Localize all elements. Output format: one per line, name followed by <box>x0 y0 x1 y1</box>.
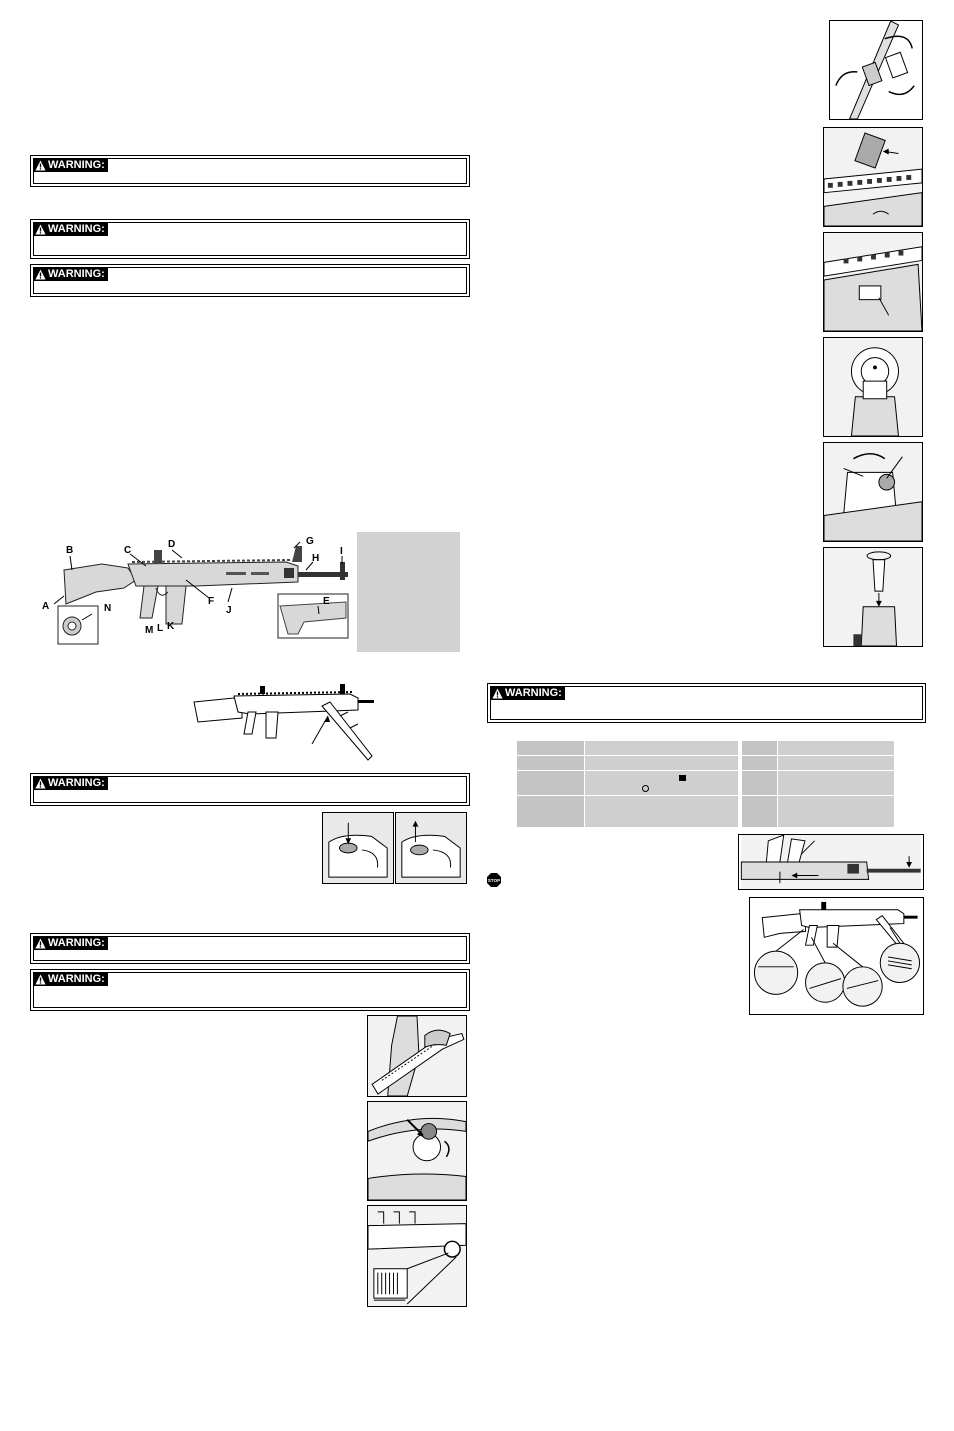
grey-sidebar-box <box>357 532 460 652</box>
part-label-m: M <box>145 625 154 636</box>
part-label-h: H <box>312 553 320 564</box>
figure-sight-install <box>829 20 923 120</box>
warning-box-4 <box>30 773 470 806</box>
safe-mode-icon <box>642 785 649 792</box>
part-label-b: B <box>66 545 74 556</box>
warning-triangle-icon <box>35 160 46 171</box>
figure-rear-sight-view <box>823 337 923 437</box>
warning-box-1 <box>30 155 470 187</box>
warning-label: WARNING: <box>48 937 105 949</box>
part-label-k: K <box>167 621 175 632</box>
warning-box-5 <box>30 933 470 964</box>
warning-box-7 <box>487 683 926 723</box>
warning-triangle-icon <box>35 778 46 789</box>
warning-box-2 <box>30 219 470 259</box>
part-label-a: A <box>42 601 50 612</box>
warning-label: WARNING: <box>48 973 105 985</box>
stop-sign-icon <box>487 873 501 887</box>
warning-box-3 <box>30 264 470 297</box>
warning-label: WARNING: <box>505 687 562 699</box>
spec-table-left <box>517 741 738 827</box>
warning-triangle-icon <box>35 974 46 985</box>
part-label-d: D <box>168 539 176 550</box>
figure-rail-latch <box>823 232 923 332</box>
warning-label: WARNING: <box>48 223 105 235</box>
part-label-g: G <box>306 536 314 547</box>
figure-magwell-2 <box>395 812 467 884</box>
figure-bb-loading <box>738 834 924 890</box>
part-label-j: J <box>226 605 232 616</box>
warning-label: WARNING: <box>48 268 105 280</box>
part-label-l: L <box>157 623 164 634</box>
stop-sign-text: STOP <box>487 878 501 883</box>
part-label-c: C <box>124 545 132 556</box>
figure-magwell-1 <box>322 812 394 884</box>
figure-sight-adjust <box>823 442 923 542</box>
warning-triangle-icon <box>492 688 503 699</box>
warning-box-6 <box>30 969 470 1011</box>
warning-triangle-icon <box>35 269 46 280</box>
figure-battery-stock <box>749 897 924 1015</box>
warning-label: WARNING: <box>48 777 105 789</box>
rifle-parts-illustration <box>36 534 356 646</box>
rifle-folded-illustration <box>190 682 380 764</box>
fire-mode-icon <box>679 775 686 781</box>
warning-triangle-icon <box>35 938 46 949</box>
parts-diagram <box>36 534 356 646</box>
part-label-n: N <box>104 603 112 614</box>
warning-label: WARNING: <box>48 159 105 171</box>
part-label-f: F <box>208 596 215 607</box>
spec-table <box>517 741 894 827</box>
part-label-e: E <box>323 596 330 607</box>
figure-front-sight-screw <box>823 547 923 647</box>
part-label-i: I <box>340 546 343 557</box>
figure-holding-rifle <box>367 1015 467 1097</box>
figure-hopup-dial <box>367 1205 467 1307</box>
figure-adjust-knob <box>367 1101 467 1201</box>
spec-table-right <box>742 741 894 827</box>
warning-triangle-icon <box>35 224 46 235</box>
figure-battery-rail <box>823 127 923 227</box>
